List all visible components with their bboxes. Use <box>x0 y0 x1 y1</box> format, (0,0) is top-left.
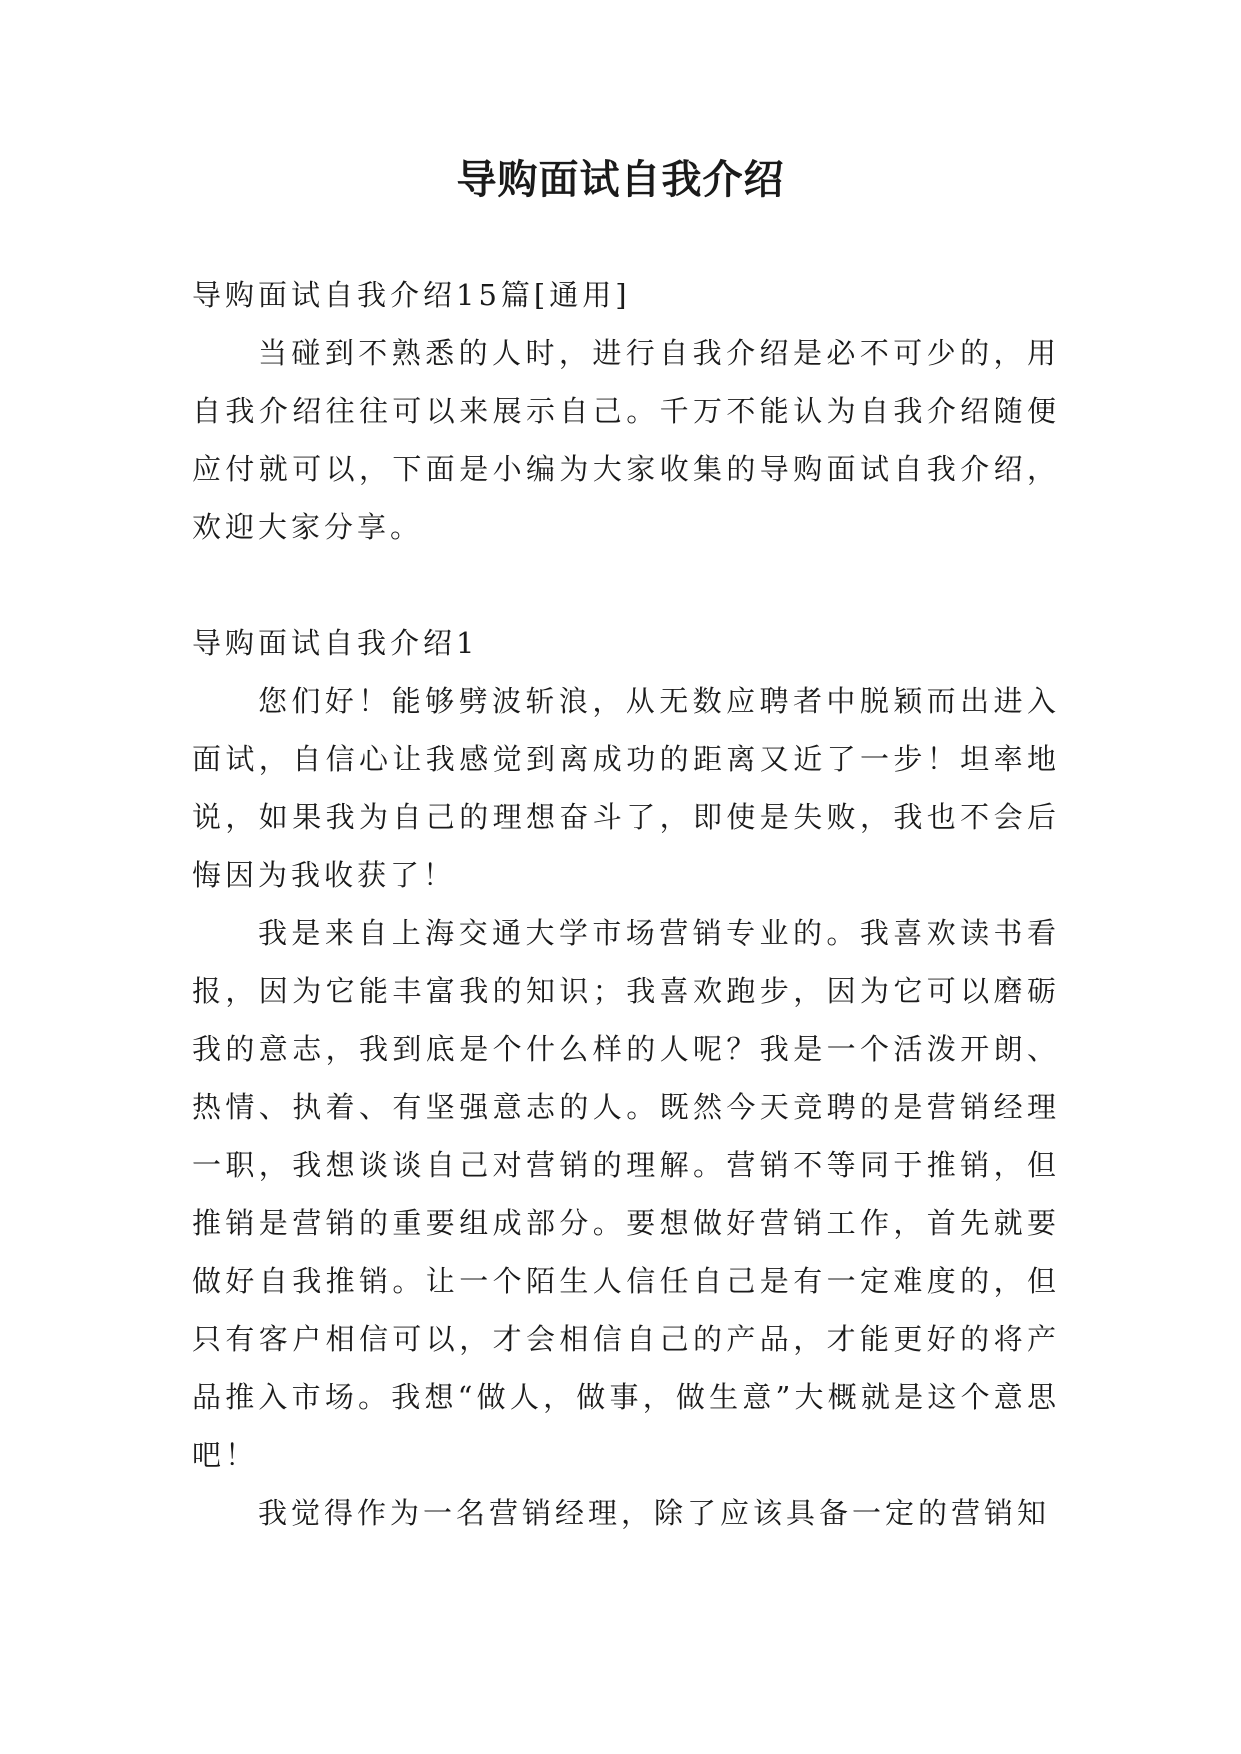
document-body <box>192 266 1060 1542</box>
document-title: 导购面试自我介绍 <box>456 157 785 203</box>
section-paragraph-1: 您们好！能够劈波斩浪，从无数应聘者中脱颖而出进入面试，自信心让我感觉到离成功的距离又近了一步！坦率地说，如果我为自己的理想奋斗了，即使是失败，我也不会后悔因为我收获了！ <box>192 684 1060 892</box>
section-paragraph-3: 我觉得作为一名营销经理，除了应该具备一定的营销知 <box>258 1496 1051 1530</box>
section-spacer <box>192 556 1060 614</box>
section-heading: 导购面试自我介绍1 <box>192 626 479 660</box>
intro-paragraph: 当碰到不熟悉的人时，进行自我介绍是必不可少的，用自我介绍往往可以来展示自己。千万不能认为自我介绍随便应付就可以，下面是小编为大家收集的导购面试自我介绍，欢迎大家分享。 <box>192 336 1060 544</box>
section-paragraph-2: 我是来自上海交通大学市场营销专业的。我喜欢读书看报，因为它能丰富我的知识；我喜欢跑步，因为它可以磨砺我的意志，我到底是个什么样的人呢？我是一个活泼开朗、热情、执着、有坚强意志的人。既然今天竞聘的是营销经理一职，我想谈谈自己对营销的理解。营销不等同于推销，但推销是营销的重要组成部分。要想做好营销工作，首先就要做好自我推销。让一个陌生人信任自己是有一定难度的，但只有客户相信可以，才会相信自己的产品，才能更好的将产品推入市场。我想“做人，做事，做生意”大概就是这个意思吧！ <box>192 916 1060 1472</box>
document-subtitle: 导购面试自我介绍15篇[通用] <box>192 278 631 312</box>
